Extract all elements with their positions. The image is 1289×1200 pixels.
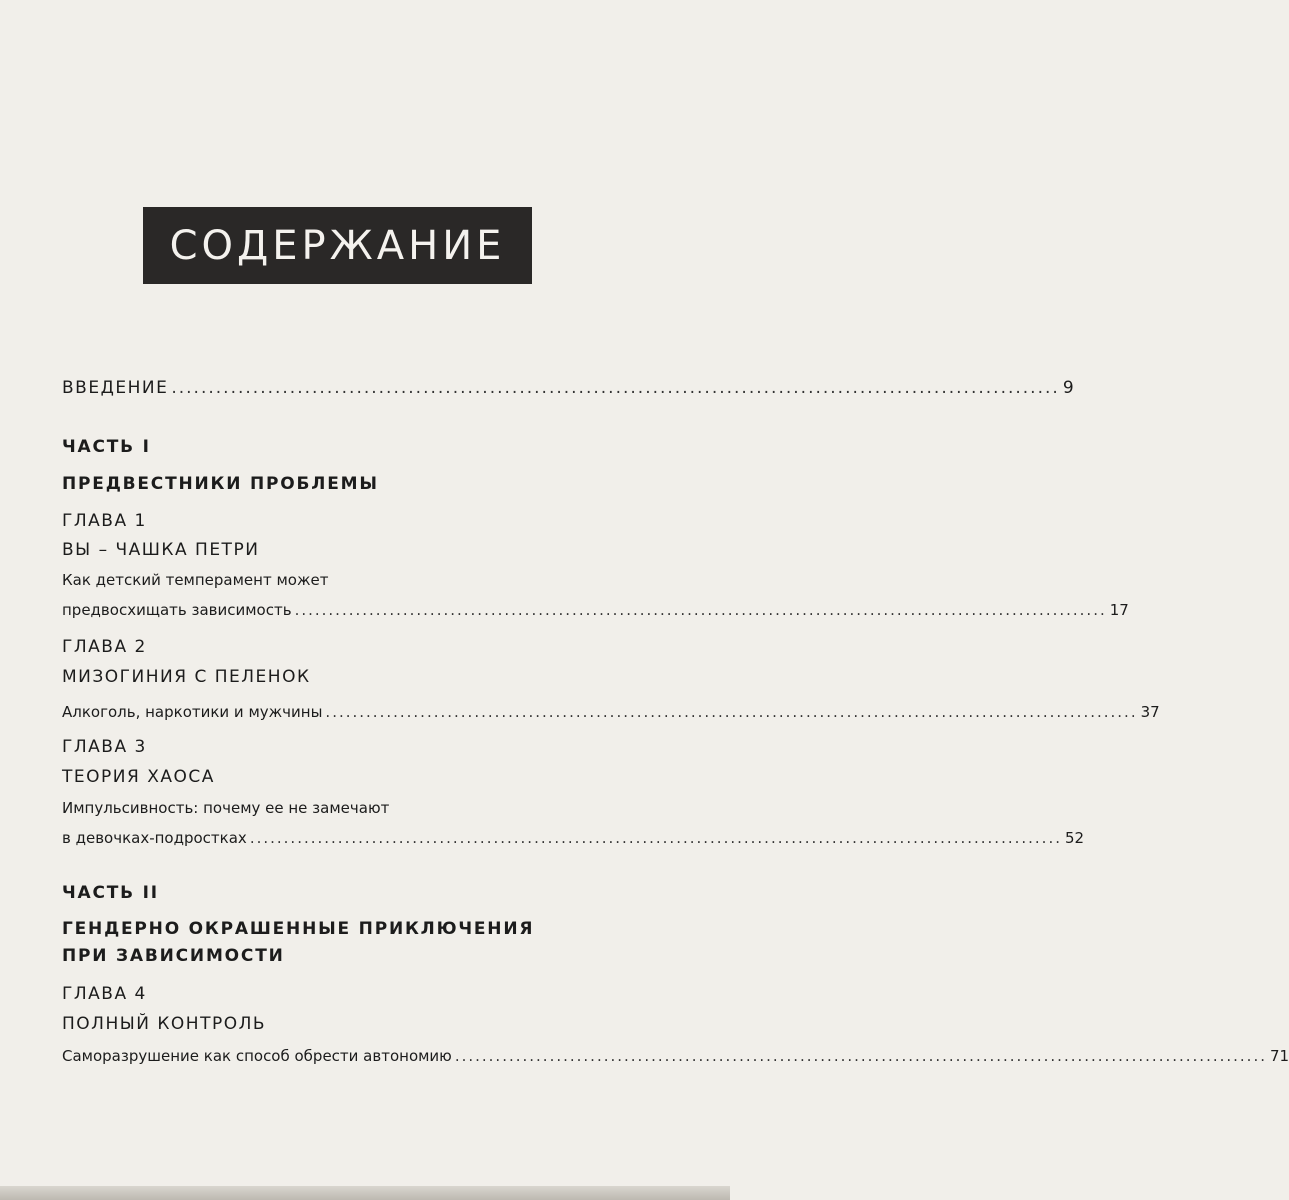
leader-dots: ........................................................................................................................ [454,1047,1267,1065]
chapter-4-desc: Саморазрушение как способ обрести автономию [62,1047,452,1065]
page-bottom-edge [0,1186,730,1200]
leader-dots: ........................................................................................................................ [294,601,1107,619]
chapter-2-desc: Алкоголь, наркотики и мужчины [62,703,323,721]
part-2-title-line1: ГЕНДЕРНО ОКРАШЕННЫЕ ПРИКЛЮЧЕНИЯ [62,919,535,939]
chapter-1-label: ГЛАВА 1 [62,511,147,531]
chapter-1-title: ВЫ – ЧАШКА ПЕТРИ [62,540,260,560]
chapter-3-title: ТЕОРИЯ ХАОСА [62,767,215,787]
intro-label: ВВЕДЕНИЕ [62,378,169,398]
intro-entry [62,378,1076,398]
leader-dots: ........................................................................................................................ [171,378,1060,398]
chapter-1-entry [62,601,1129,619]
chapter-3-desc-line2: в девочках-подростках [62,829,247,847]
chapter-2-page: 37 [1140,703,1160,721]
part-1-title: ПРЕДВЕСТНИКИ ПРОБЛЕМЫ [62,474,379,494]
part-2-label: ЧАСТЬ II [62,883,159,903]
intro-page: 9 [1062,378,1076,398]
chapter-3-desc-line1: Импульсивность: почему ее не замечают [62,799,390,817]
chapter-3-page: 52 [1064,829,1085,847]
chapter-3-entry [62,829,1085,847]
chapter-4-label: ГЛАВА 4 [62,984,147,1004]
chapter-2-label: ГЛАВА 2 [62,637,147,657]
leader-dots: ........................................................................................................................ [325,703,1138,721]
chapter-1-desc-line2: предвосхищать зависимость [62,601,292,619]
chapter-4-page: 71 [1269,1047,1289,1065]
chapter-4-entry [62,1047,1289,1065]
chapter-4-title: ПОЛНЫЙ КОНТРОЛЬ [62,1014,267,1034]
contents-title: СОДЕРЖАНИЕ [143,207,532,284]
chapter-1-page: 17 [1109,601,1129,619]
chapter-2-title: МИЗОГИНИЯ С ПЕЛЕНОК [62,667,311,687]
part-1-label: ЧАСТЬ I [62,437,151,457]
part-2-title-line2: ПРИ ЗАВИСИМОСТИ [62,946,285,966]
chapter-2-entry [62,703,1160,721]
chapter-3-label: ГЛАВА 3 [62,737,147,757]
chapter-1-desc-line1: Как детский темперамент может [62,571,329,589]
leader-dots: ........................................................................................................................ [249,829,1062,847]
